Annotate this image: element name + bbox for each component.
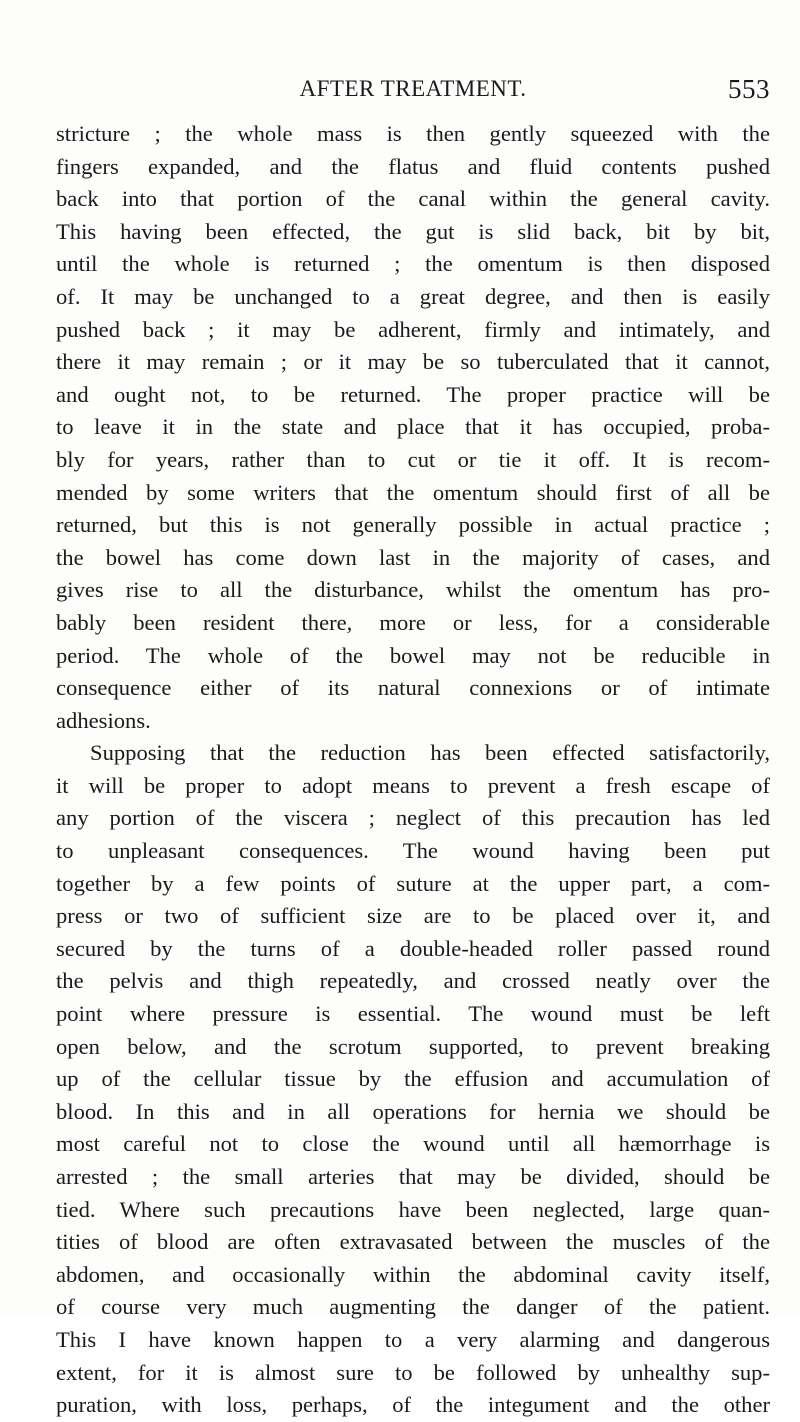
text-line: consequence either of its natural connexions or of intimate xyxy=(56,675,770,701)
text-line: back into that portion of the canal within the general cavity. xyxy=(56,186,770,212)
text-line: This having been effected, the gut is slid back, bit by bit, xyxy=(56,218,770,244)
text-line: and ought not, to be returned. The proper practice will be xyxy=(56,381,770,407)
text-line: to unpleasant consequences. The wound having been put xyxy=(56,838,770,864)
paragraph-start-line: Supposing that the reduction has been effected satisfactorily, xyxy=(90,740,770,766)
page-number: 553 xyxy=(728,74,770,104)
text-line: together by a few points of suture at the upper part, a com- xyxy=(56,870,770,896)
text-line: bly for years, rather than to cut or tie it off. It is recom- xyxy=(56,446,770,472)
text-line: any portion of the viscera ; neglect of this precaution has led xyxy=(56,805,770,831)
text-line: of course very much augmenting the danger of the patient. xyxy=(56,1294,770,1320)
text-line: to leave it in the state and place that it has occupied, proba- xyxy=(56,414,770,440)
running-header xyxy=(56,74,770,104)
text-line: gives rise to all the disturbance, whilst the omentum has pro- xyxy=(56,577,770,603)
text-line: pushed back ; it may be adherent, firmly and intimately, and xyxy=(56,316,770,342)
text-line: period. The whole of the bowel may not be reducible in xyxy=(56,642,770,668)
text-line: stricture ; the whole mass is then gently squeezed with the xyxy=(56,121,770,146)
text-line: blood. In this and in all operations for hernia we should be xyxy=(56,1098,770,1124)
paragraph-end-line: adhesions. xyxy=(56,707,151,733)
text-line: abdomen, and occasionally within the abdominal cavity itself, xyxy=(56,1261,770,1287)
text-line: the pelvis and thigh repeatedly, and crossed neatly over the xyxy=(56,968,770,994)
body-text xyxy=(56,118,770,1422)
text-line: until the whole is returned ; the omentum is then disposed xyxy=(56,251,770,277)
text-line: up of the cellular tissue by the effusion and accumulation of xyxy=(56,1066,770,1092)
text-line: This I have known happen to a very alarming and dangerous xyxy=(56,1326,770,1352)
text-line: open below, and the scrotum supported, to prevent breaking xyxy=(56,1033,770,1059)
text-line: mended by some writers that the omentum should first of all be xyxy=(56,479,770,505)
text-line: puration, with loss, perhaps, of the integument and the other xyxy=(56,1392,770,1418)
text-line: of. It may be unchanged to a great degree, and then is easily xyxy=(56,283,770,309)
text-line: press or two of sufficient size are to be placed over it, and xyxy=(56,903,770,929)
text-line: there it may remain ; or it may be so tuberculated that it cannot, xyxy=(56,349,770,375)
text-line: point where pressure is essential. The wound must be left xyxy=(56,1001,770,1027)
text-line: fingers expanded, and the flatus and fluid contents pushed xyxy=(56,153,770,179)
text-line: tities of blood are often extravasated between the muscles of the xyxy=(56,1229,770,1255)
running-title: AFTER TREATMENT. xyxy=(299,76,527,101)
text-line: extent, for it is almost sure to be followed by unhealthy sup- xyxy=(56,1359,770,1385)
text-line: returned, but this is not generally possible in actual practice ; xyxy=(56,512,770,538)
text-line: it will be proper to adopt means to prevent a fresh escape of xyxy=(56,772,770,798)
text-line: most careful not to close the wound until all hæmorrhage is xyxy=(56,1131,770,1157)
text-line: arrested ; the small arteries that may be divided, should be xyxy=(56,1164,770,1189)
text-line: tied. Where such precautions have been neglected, large quan- xyxy=(56,1196,770,1222)
text-line: bably been resident there, more or less, for a considerable xyxy=(56,609,770,635)
text-line: secured by the turns of a double-headed roller passed round xyxy=(56,935,770,961)
text-line: the bowel has come down last in the majority of cases, and xyxy=(56,544,770,570)
